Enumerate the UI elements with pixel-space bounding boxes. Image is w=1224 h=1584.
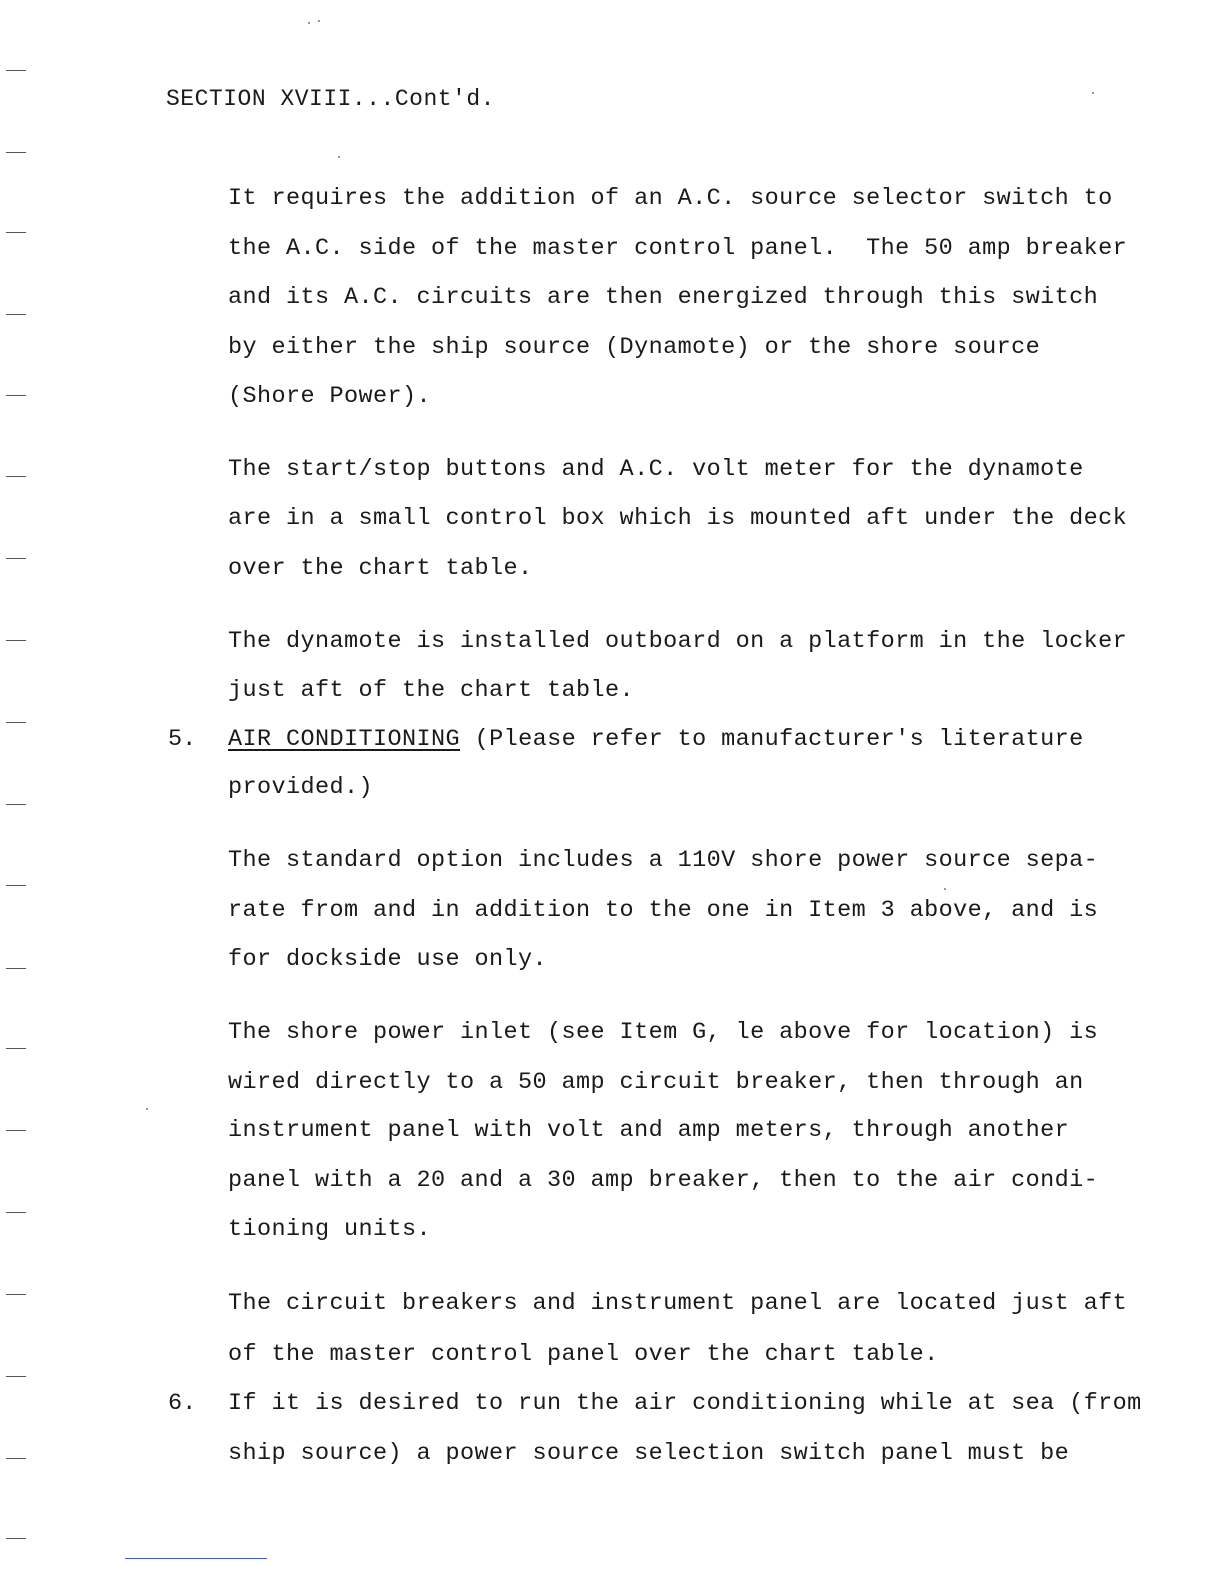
text-line: just aft of the chart table. xyxy=(228,677,635,704)
margin-tick xyxy=(6,722,26,723)
text-line: for dockside use only. xyxy=(228,946,548,973)
footnote-rule xyxy=(125,1558,267,1559)
text-line: of the master control panel over the chart table. xyxy=(228,1341,939,1368)
margin-tick xyxy=(6,314,26,315)
text-line: The shore power inlet (see Item G, le above for location) is xyxy=(228,1019,1099,1046)
margin-tick xyxy=(6,70,26,71)
text-line: over the chart table. xyxy=(228,555,533,582)
text-line: If it is desired to run the air conditioning while at sea (from xyxy=(228,1390,1142,1417)
text-line: instrument panel with volt and amp meters, through another xyxy=(228,1117,1070,1144)
margin-tick xyxy=(6,558,26,559)
text-line: and its A.C. circuits are then energized through this switch xyxy=(228,284,1099,311)
margin-tick xyxy=(6,395,26,396)
text-line: provided.) xyxy=(228,774,374,801)
margin-tick xyxy=(6,1130,26,1131)
text-line: by either the ship source (Dynamote) or the shore source xyxy=(228,334,1041,361)
text-line: panel with a 20 and a 30 amp breaker, then to the air condi- xyxy=(228,1167,1099,1194)
margin-tick xyxy=(6,1212,26,1213)
text-line: The start/stop buttons and A.C. volt meter for the dynamote xyxy=(228,456,1084,483)
scan-speck xyxy=(318,20,320,22)
section-heading: SECTION XVIII...Cont'd. xyxy=(166,86,495,112)
item-number: 6. xyxy=(168,1390,197,1417)
item-heading-line xyxy=(228,725,1084,755)
margin-tick xyxy=(6,476,26,477)
text-line: rate from and in addition to the one in Item 3 above, and is xyxy=(228,897,1099,924)
margin-tick xyxy=(6,1048,26,1049)
text-line: are in a small control box which is mounted aft under the deck xyxy=(228,505,1128,532)
text-line: The standard option includes a 110V shore power source sepa- xyxy=(228,847,1099,874)
margin-tick xyxy=(6,1376,26,1377)
margin-tick xyxy=(6,804,26,805)
scan-speck xyxy=(944,888,946,890)
item-note: (Please refer to manufacturer's literature xyxy=(474,726,1084,753)
margin-tick xyxy=(6,1458,26,1459)
scan-speck xyxy=(338,156,340,158)
text-line: (Shore Power). xyxy=(228,383,432,410)
margin-tick xyxy=(6,1294,26,1295)
margin-tick xyxy=(6,885,26,886)
text-line: the A.C. side of the master control panel. The 50 amp breaker xyxy=(228,235,1128,262)
text-line: tioning units. xyxy=(228,1216,432,1243)
margin-tick xyxy=(6,1538,26,1539)
scan-speck xyxy=(308,22,310,24)
text-line: It requires the addition of an A.C. source selector switch to xyxy=(228,185,1113,212)
scan-speck xyxy=(146,1108,148,1110)
text-line: The dynamote is installed outboard on a platform in the locker xyxy=(228,628,1128,655)
margin-tick xyxy=(6,152,26,153)
text-line: The circuit breakers and instrument panel are located just aft xyxy=(228,1290,1128,1317)
text-line: ship source) a power source selection switch panel must be xyxy=(228,1440,1070,1467)
margin-tick xyxy=(6,968,26,969)
item-number: 5. xyxy=(168,726,197,753)
item-title: AIR CONDITIONING xyxy=(228,726,461,753)
margin-tick xyxy=(6,640,26,641)
margin-tick xyxy=(6,232,26,233)
scan-speck xyxy=(1092,92,1094,94)
text-line: wired directly to a 50 amp circuit breaker, then through an xyxy=(228,1069,1084,1096)
